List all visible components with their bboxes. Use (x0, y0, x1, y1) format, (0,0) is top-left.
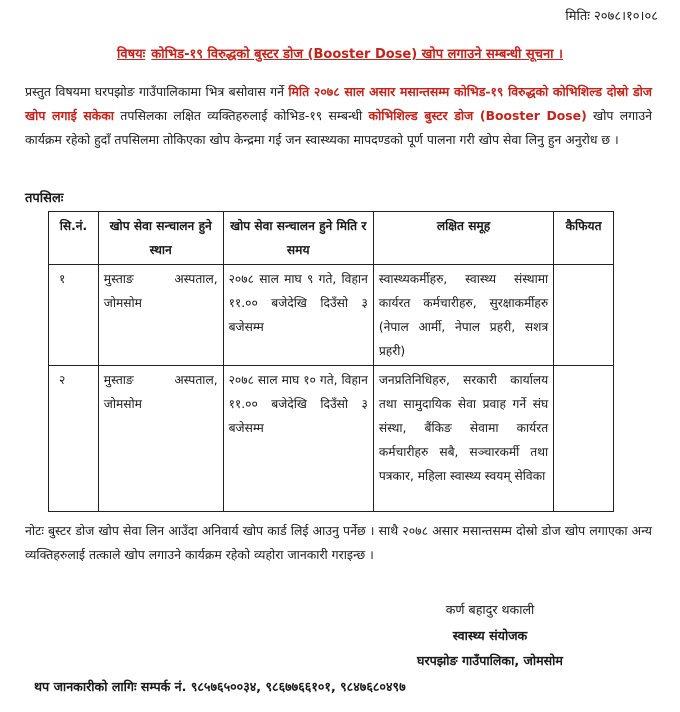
subject-line (0, 44, 680, 62)
signatory-office: घरपझोङ गाउँपालिका, जोमसोम (417, 653, 563, 668)
body-middle: तपसिलका लक्षित व्यक्तिहरुलाई कोभिड-१९ सम्बन्धी (114, 108, 369, 123)
signatory-name: कर्ण बहादुर थकाली (445, 602, 535, 617)
header-datetime: खोप सेवा सन्चालन हुने मिति र समय (223, 212, 373, 265)
table-row (49, 366, 614, 512)
body-highlight: मिति २०७८ साल असार मसान्तसम्म कोभिड-१९ विरुद्धको कोभिशिल्ड दोस्रो डोज खोप लगाई सकेका (25, 84, 653, 123)
schedule-label: तपसिलः (25, 191, 64, 206)
row-sn: १ (49, 265, 99, 366)
row-target-group: जनप्रतिनिधिहरु, सरकारी कार्यालय तथा सामुदायिक सेवा प्रवाह गर्ने संघ संस्था, बैंकिङ सेवामा कार्यरत कर्मचारीहरु सबै, सञ्चारकर्मी तथा पत्रकार, महिला स्वास्थ्य स्वयम् सेविका (373, 366, 553, 512)
row-datetime: २०७८ साल माघ १० गते, विहान ११.०० बजेदेखि दिउँसो ३ बजेसम्म (223, 366, 373, 512)
row-remarks (554, 366, 614, 512)
row-sn: २ (49, 366, 99, 512)
body-booster-highlight: कोभिशिल्ड बुस्टर डोज (Booster Dose) (368, 108, 587, 123)
row-place: मुस्ताङ अस्पताल, जोमसोम (98, 366, 223, 512)
header-remarks: कैफियत (554, 212, 614, 265)
body-paragraph (25, 80, 652, 152)
row-remarks (554, 265, 614, 366)
contact-line: थप जानकारीको लागिः सम्पर्क नं. ९८५७६५००३४, ९८६७७६६१०१, ९८४७६८०४९७ (34, 679, 406, 694)
header-sn: सि.नं. (49, 212, 99, 265)
table-row (49, 265, 614, 366)
schedule-table (48, 211, 614, 512)
header-place: खोप सेवा सन्चालन हुने स्थान (98, 212, 223, 265)
subject-text: कोभिड-१९ विरुद्धको बुस्टर डोज (Booster Dose) खोप लगाउने सम्बन्धी सूचना । (151, 47, 563, 62)
row-place: मुस्ताङ अस्पताल, जोमसोम (98, 265, 223, 366)
body-closing: खोप लगाउने कार्यक्रम रहेको हुदाँ तपसिलमा तोकिएका खोप केन्द्रमा गई जन स्वास्थ्यका मापदण्डको पूर्ण पालना गरी खोप सेवा लिनु हुन अनुरोध छ । (25, 108, 652, 147)
note-paragraph: नोटः बुस्टर डोज खोप सेवा लिन आउँदा अनिवार्य खोप कार्ड लिई आउनु पर्नेछ । साथै २०७८ असार मसान्तसम्म दोस्रो डोज खोप लगाएका अन्य व्यक्तिहरुलाई तत्काले खोप लगाउने कार्यक्रम रहेको व्यहोरा जानकारी गराइन्छ । (25, 523, 652, 562)
body-intro: प्रस्तुत विषयमा घरपझोङ गाउँपालिकामा भित्र बसोवास गर्ने (25, 84, 289, 99)
table-header-row (49, 212, 614, 265)
row-datetime: २०७८ साल माघ ९ गते, विहान ११.०० बजेदेखि दिउँसो ३ बजेसम्म (223, 265, 373, 366)
signatory-title: स्वास्थ्य संयोजक (452, 628, 528, 643)
notice-date: मितिः २०७८।१०।०८ (565, 9, 658, 24)
subject-label: विषयः (117, 47, 146, 62)
header-target-group: लक्षित समूह (373, 212, 553, 265)
row-target-group: स्वास्थ्यकर्मीहरु, स्वास्थ्य संस्थामा कार्यरत कर्मचारीहरु, सुरक्षाकर्मीहरु (नेपाल आर्मी, नेपाल प्रहरी, सशत्र प्रहरी) (373, 265, 553, 366)
